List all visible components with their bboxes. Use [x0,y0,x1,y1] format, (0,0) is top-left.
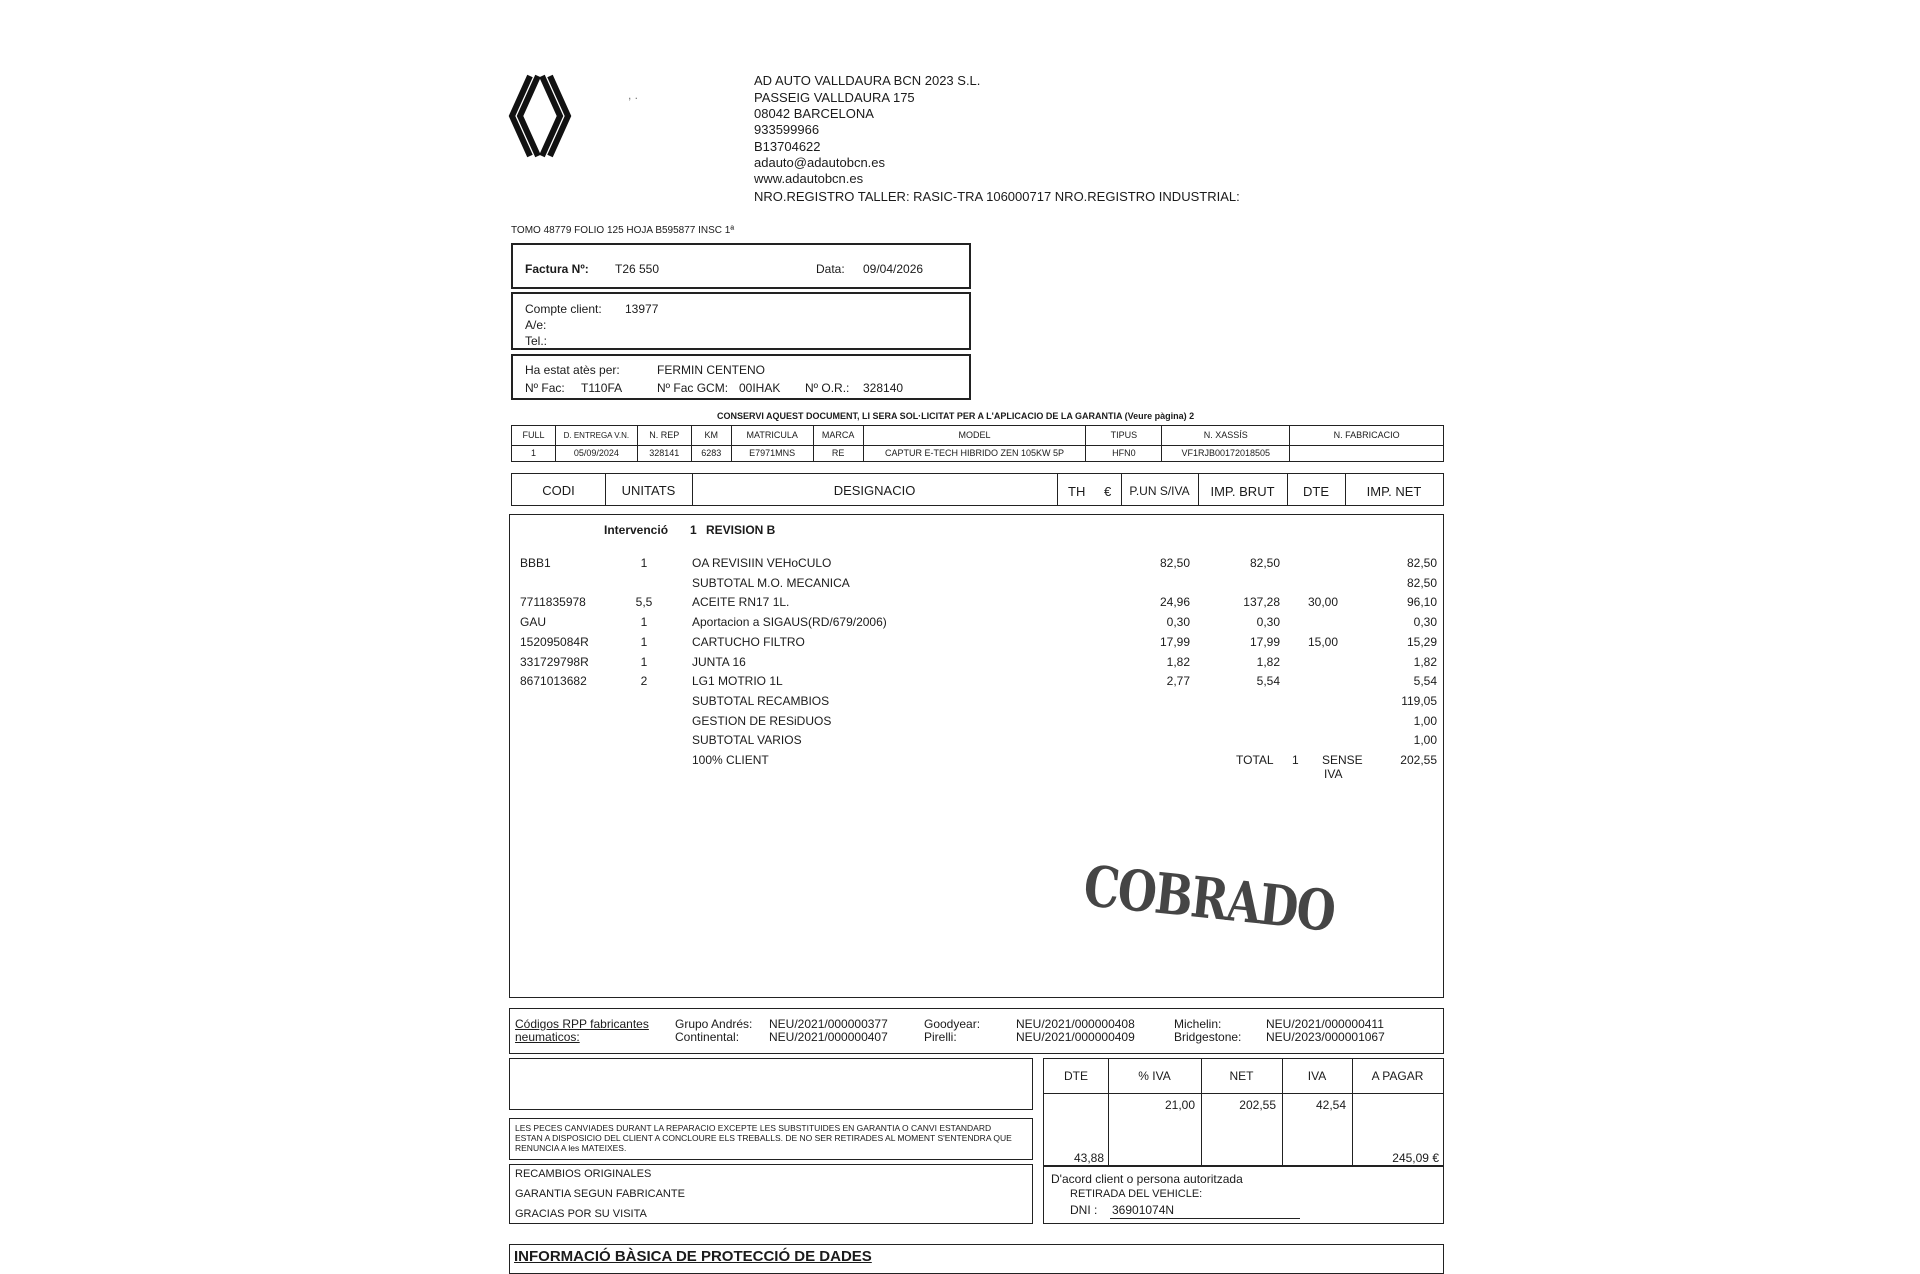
or-label: Nº O.R.: [805,381,850,395]
line-net: 1,00 [1413,733,1437,747]
line-net: 82,50 [1406,556,1437,570]
rpp-pirelli: NEU/2021/000000409 [1016,1030,1135,1044]
line-pun: 17,99 [1159,635,1190,649]
line-desc: GESTION DE RESiDUOS [692,714,832,728]
rpp-goodyear-label: Goodyear: [924,1017,981,1031]
vehicle-header-cell: N. FABRICACIO [1290,426,1444,446]
line-desc: SUBTOTAL RECAMBIOS [692,694,830,708]
line-pun: 0,30 [1166,615,1190,629]
company-web: www.adautobcn.es [754,171,864,186]
vehicle-header-row [512,426,1444,446]
rpp-title-1: Códigos RPP fabricantes [515,1017,649,1031]
line-desc: JUNTA 16 [692,655,746,669]
summary-pagar: 245,09 € [1392,1151,1439,1165]
parts-notice: LES PECES CANVIADES DURANT LA REPARACIO EXCEPTE LES SUBSTITUIDES EN GARANTIA O CANVI ESTANDARD ESTAN A DISPOSICIO DEL CLIENT A CONCLOURE ELS TREBALLS. DE NO SER RETIRADES AL MOMENT S'ENTENDRA QUE RENUNCIA A les MATEIXES. [515,1123,1012,1153]
summary-h-pagar: A PAGAR [1371,1069,1424,1083]
line-codi: 8671013682 [520,674,587,688]
total-amount: 202,55 [1400,753,1437,767]
summary-h-dte: DTE [1064,1069,1088,1083]
col-pun: P.UN S/IVA [1129,484,1190,498]
lines-header [511,473,1444,506]
signature-box [1043,1166,1444,1224]
client-ae-label: A/e: [525,318,547,332]
col-designacio: DESIGNACIO [833,483,916,498]
attended-label: Ha estat atès per: [525,363,620,377]
line-units: 1 [640,635,648,649]
line-codi: 331729798R [520,655,589,669]
gcm-value: 00IHAK [739,381,781,395]
client-account: 13977 [625,302,659,316]
or-value: 328140 [863,381,904,395]
scan-specks: , . [628,88,639,102]
vehicle-header-cell: TIPUS [1086,426,1162,446]
company-phone: 933599966 [754,122,820,137]
col-unitats: UNITATS [621,483,676,498]
footer-note-1: RECAMBIOS ORIGINALES [515,1168,652,1180]
total-iva: IVA [1324,767,1343,781]
vehicle-table [511,425,1444,462]
registry-line: NRO.REGISTRO TALLER: RASIC-TRA 106000717 NRO.REGISTRO INDUSTRIAL: [754,189,1240,204]
line-desc: Aportacion a SIGAUS(RD/679/2006) [692,615,887,629]
invoice-box [511,243,971,289]
nfac-value: T110FA [581,381,623,395]
footer-notes-box [509,1164,1033,1224]
invoice-date: 09/04/2026 [863,262,924,276]
total-number: 1 [1292,753,1299,767]
rpp-goodyear: NEU/2021/000000408 [1016,1017,1135,1031]
rpp-box [509,1008,1444,1054]
signature-dni-label: DNI : [1070,1203,1098,1217]
footer-note-2: GARANTIA SEGUN FABRICANTE [515,1188,685,1200]
nfac-label: Nº Fac: [525,381,565,395]
col-dte: DTE [1303,484,1329,499]
vehicle-header-text: D. ENTREGA V.N. [563,430,630,440]
col-euro: € [1104,484,1112,499]
line-net: 119,05 [1401,694,1437,708]
attended-name: FERMIN CENTENO [657,363,765,377]
line-desc: LG1 MOTRIO 1L [692,674,783,688]
line-brut: 17,99 [1249,635,1280,649]
company-street: PASSEIG VALLDAURA 175 [754,90,915,105]
company-name: AD AUTO VALLDAURA BCN 2023 S.L. [754,73,981,88]
line-pun: 82,50 [1159,556,1190,570]
vehicle-header-cell: N. REP [637,426,691,446]
client-account-label: Compte client: [525,302,602,316]
vehicle-header-cell: MODEL [863,426,1086,446]
line-net: 96,10 [1406,595,1437,609]
vehicle-value-cell: E7971MNS [731,446,813,462]
rpp-pirelli-label: Pirelli: [924,1030,957,1044]
line-pun: 2,77 [1166,674,1190,688]
company-city: 08042 BARCELONA [754,106,874,121]
line-brut: 5,54 [1256,674,1280,688]
line-pun: 1,82 [1166,655,1190,669]
footer-note-3: GRACIAS POR SU VISITA [515,1208,647,1220]
vehicle-value-cell: CAPTUR E-TECH HIBRIDO ZEN 105KW 5P [863,446,1086,462]
data-protection-title: INFORMACIÓ BÀSICA DE PROTECCIÓ DE DADES [514,1248,872,1265]
invoice-number-label: Factura Nº: [525,262,589,276]
vehicle-value-cell: 05/09/2024 [555,446,637,462]
rpp-grupo: NEU/2021/000000377 [769,1017,888,1031]
client-box [511,292,971,350]
col-net: IMP. NET [1366,484,1422,499]
line-desc: SUBTOTAL M.O. MECANICA [692,576,850,590]
vehicle-value-cell: HFN0 [1086,446,1162,462]
line-codi: 7711835978 [520,595,586,609]
line-units: 1 [640,556,648,570]
summary-dte: 43,88 [1073,1151,1104,1165]
line-desc: 100% CLIENT [692,753,769,767]
signature-dni: 36901074N [1112,1203,1175,1217]
line-brut: 1,82 [1256,655,1280,669]
line-brut: 137,28 [1243,595,1280,609]
line-desc: CARTUCHO FILTRO [692,635,805,649]
warranty-note: CONSERVI AQUEST DOCUMENT, LI SERA SOL·LICITAT PER A L'APLICACIO DE LA GARANTIA (Veure pàgina) 2 [717,411,1195,421]
signature-line-2: RETIRADA DEL VEHICLE: [1070,1188,1203,1200]
rpp-michelin-label: Michelin: [1174,1017,1222,1031]
vehicle-value-cell: 328141 [637,446,691,462]
vehicle-value-cell: RE [813,446,863,462]
line-units: 2 [640,674,648,688]
line-net: 1,00 [1413,714,1437,728]
line-net: 15,29 [1406,635,1437,649]
vehicle-value-row [512,446,1444,462]
intervention-label: Intervenció [604,523,669,537]
blank-box [509,1058,1033,1110]
line-units: 1 [640,655,648,669]
vehicle-header-cell: MARCA [813,426,863,446]
intervention-title: REVISION B [706,523,776,537]
line-codi: BBB1 [520,556,551,570]
line-pun: 24,96 [1159,595,1190,609]
invoice-date-label: Data: [816,262,845,276]
data-protection-box [509,1244,1444,1274]
vehicle-value-cell: 6283 [691,446,731,462]
rpp-grupo-label: Grupo Andrés: [675,1017,753,1031]
parts-notice-box [509,1118,1033,1160]
line-dte: 30,00 [1307,595,1338,609]
rpp-bridgestone-label: Bridgestone: [1174,1030,1242,1044]
line-brut: 82,50 [1249,556,1280,570]
gcm-label: Nº Fac GCM: [657,381,729,395]
summary-h-net: NET [1229,1069,1254,1083]
summary-piva: 21,00 [1164,1098,1195,1112]
col-th: TH [1068,484,1086,499]
intervention-number: 1 [690,523,697,537]
line-brut: 0,30 [1256,615,1280,629]
total-label: TOTAL [1236,753,1274,767]
vehicle-header-cell [555,426,637,446]
line-net: 5,54 [1413,674,1437,688]
summary-box [1043,1058,1444,1166]
line-units: 5,5 [635,595,653,609]
line-codi: 152095084R [520,635,589,649]
col-brut: IMP. BRUT [1210,484,1275,499]
total-sense: SENSE [1322,753,1363,767]
client-tel-label: Tel.: [525,334,548,348]
vehicle-value-cell: 1 [512,446,556,462]
rpp-michelin: NEU/2021/000000411 [1266,1017,1384,1031]
summary-h-piva: % IVA [1138,1069,1171,1083]
rpp-title-2: neumaticos: [515,1030,580,1044]
line-net: 1,82 [1413,655,1437,669]
col-codi: CODI [542,483,575,498]
line-desc: ACEITE RN17 1L. [692,595,790,609]
line-desc: SUBTOTAL VARIOS [692,733,802,747]
line-net: 82,50 [1406,576,1437,590]
vehicle-header-cell: FULL [512,426,556,446]
vehicle-value-cell: VF1RJB00172018505 [1162,446,1290,462]
signature-line-1: D'acord client o persona autoritzada [1051,1172,1243,1186]
tomo-line: TOMO 48779 FOLIO 125 HOJA B595877 INSC 1ª [511,225,735,236]
vehicle-header-cell: KM [691,426,731,446]
cobrado-stamp: COBRADO [1080,853,1338,945]
rpp-continental: NEU/2021/000000407 [769,1030,888,1044]
line-units: 1 [640,615,648,629]
renault-diamond-logo-icon [508,72,572,160]
summary-h-iva: IVA [1307,1069,1327,1083]
company-email: adauto@adautobcn.es [754,155,886,170]
company-nif: B13704622 [754,139,821,154]
line-net: 0,30 [1413,615,1437,629]
invoice-number: T26 550 [615,262,660,276]
line-dte: 15,00 [1307,635,1338,649]
summary-net: 202,55 [1239,1098,1276,1112]
vehicle-header-cell: N. XASSÍS [1162,426,1290,446]
rpp-bridgestone: NEU/2023/000001067 [1266,1030,1385,1044]
vehicle-header-cell: MATRICULA [731,426,813,446]
vehicle-value-cell [1290,446,1444,462]
line-desc: OA REVISIIN VEHoCULO [692,556,832,570]
attended-box [511,354,971,400]
rpp-continental-label: Continental: [675,1030,740,1044]
summary-iva: 42,54 [1315,1098,1346,1112]
line-codi: GAU [520,615,547,629]
